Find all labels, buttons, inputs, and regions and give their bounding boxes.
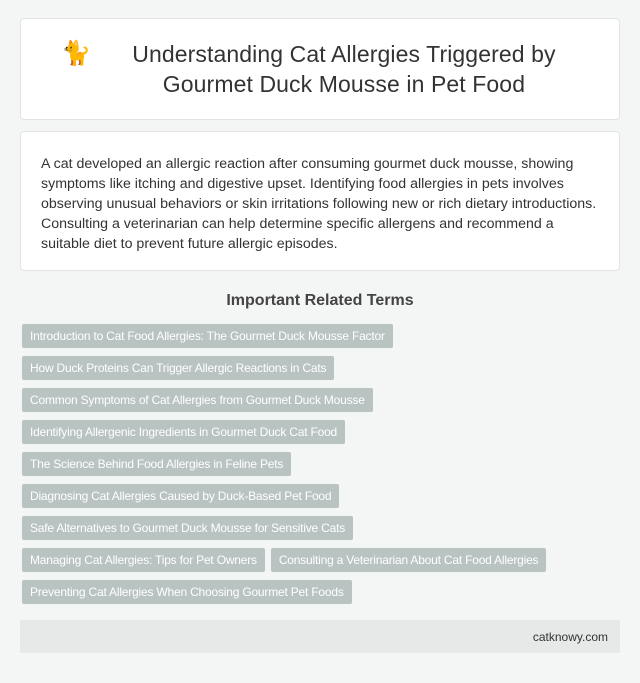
tag-row: [22, 516, 622, 540]
tag-row: [22, 420, 622, 444]
related-terms-list: [22, 324, 622, 612]
related-term-tag[interactable]: Managing Cat Allergies: Tips for Pet Owners: [22, 548, 265, 572]
related-term-tag[interactable]: The Science Behind Food Allergies in Feline Pets: [22, 452, 291, 476]
summary-text: A cat developed an allergic reaction after consuming gourmet duck mousse, showing symptoms like itching and digestive upset. Identifying food allergies in pets involves observing unusual behaviors or skin irritations following new or rich dietary introductions. Consulting a veterinarian can help determine specific allergens and recommend a suitable diet to prevent future allergic episodes.: [41, 156, 597, 252]
page-title: Understanding Cat Allergies Triggered by Gourmet Duck Mousse in Pet Food: [132, 41, 556, 97]
related-term-tag[interactable]: Preventing Cat Allergies When Choosing Gourmet Pet Foods: [22, 580, 352, 604]
tag-row: [22, 548, 622, 572]
related-term-tag[interactable]: Introduction to Cat Food Allergies: The Gourmet Duck Mousse Factor: [22, 324, 393, 348]
footer: [20, 620, 620, 653]
tag-row: [22, 388, 622, 412]
footer-site-name[interactable]: catknowy.com: [532, 629, 608, 644]
title-wrap: [21, 39, 619, 99]
related-term-tag[interactable]: Diagnosing Cat Allergies Caused by Duck-Based Pet Food: [22, 484, 339, 508]
related-term-tag[interactable]: Safe Alternatives to Gourmet Duck Mousse for Sensitive Cats: [22, 516, 353, 540]
related-term-tag[interactable]: Identifying Allergenic Ingredients in Gourmet Duck Cat Food: [22, 420, 345, 444]
tag-row: [22, 452, 622, 476]
tag-row: [22, 484, 622, 508]
related-term-tag[interactable]: Consulting a Veterinarian About Cat Food Allergies: [271, 548, 547, 572]
related-term-tag[interactable]: How Duck Proteins Can Trigger Allergic Reactions in Cats: [22, 356, 334, 380]
tag-row: [22, 356, 622, 380]
tag-row: [22, 324, 622, 348]
related-term-tag[interactable]: Common Symptoms of Cat Allergies from Gourmet Duck Mousse: [22, 388, 373, 412]
related-terms-heading: Important Related Terms: [226, 292, 414, 309]
title-card: [20, 18, 620, 120]
tag-row: [22, 580, 622, 604]
summary-card: [20, 131, 620, 271]
cat-icon: 🐈: [61, 40, 91, 67]
